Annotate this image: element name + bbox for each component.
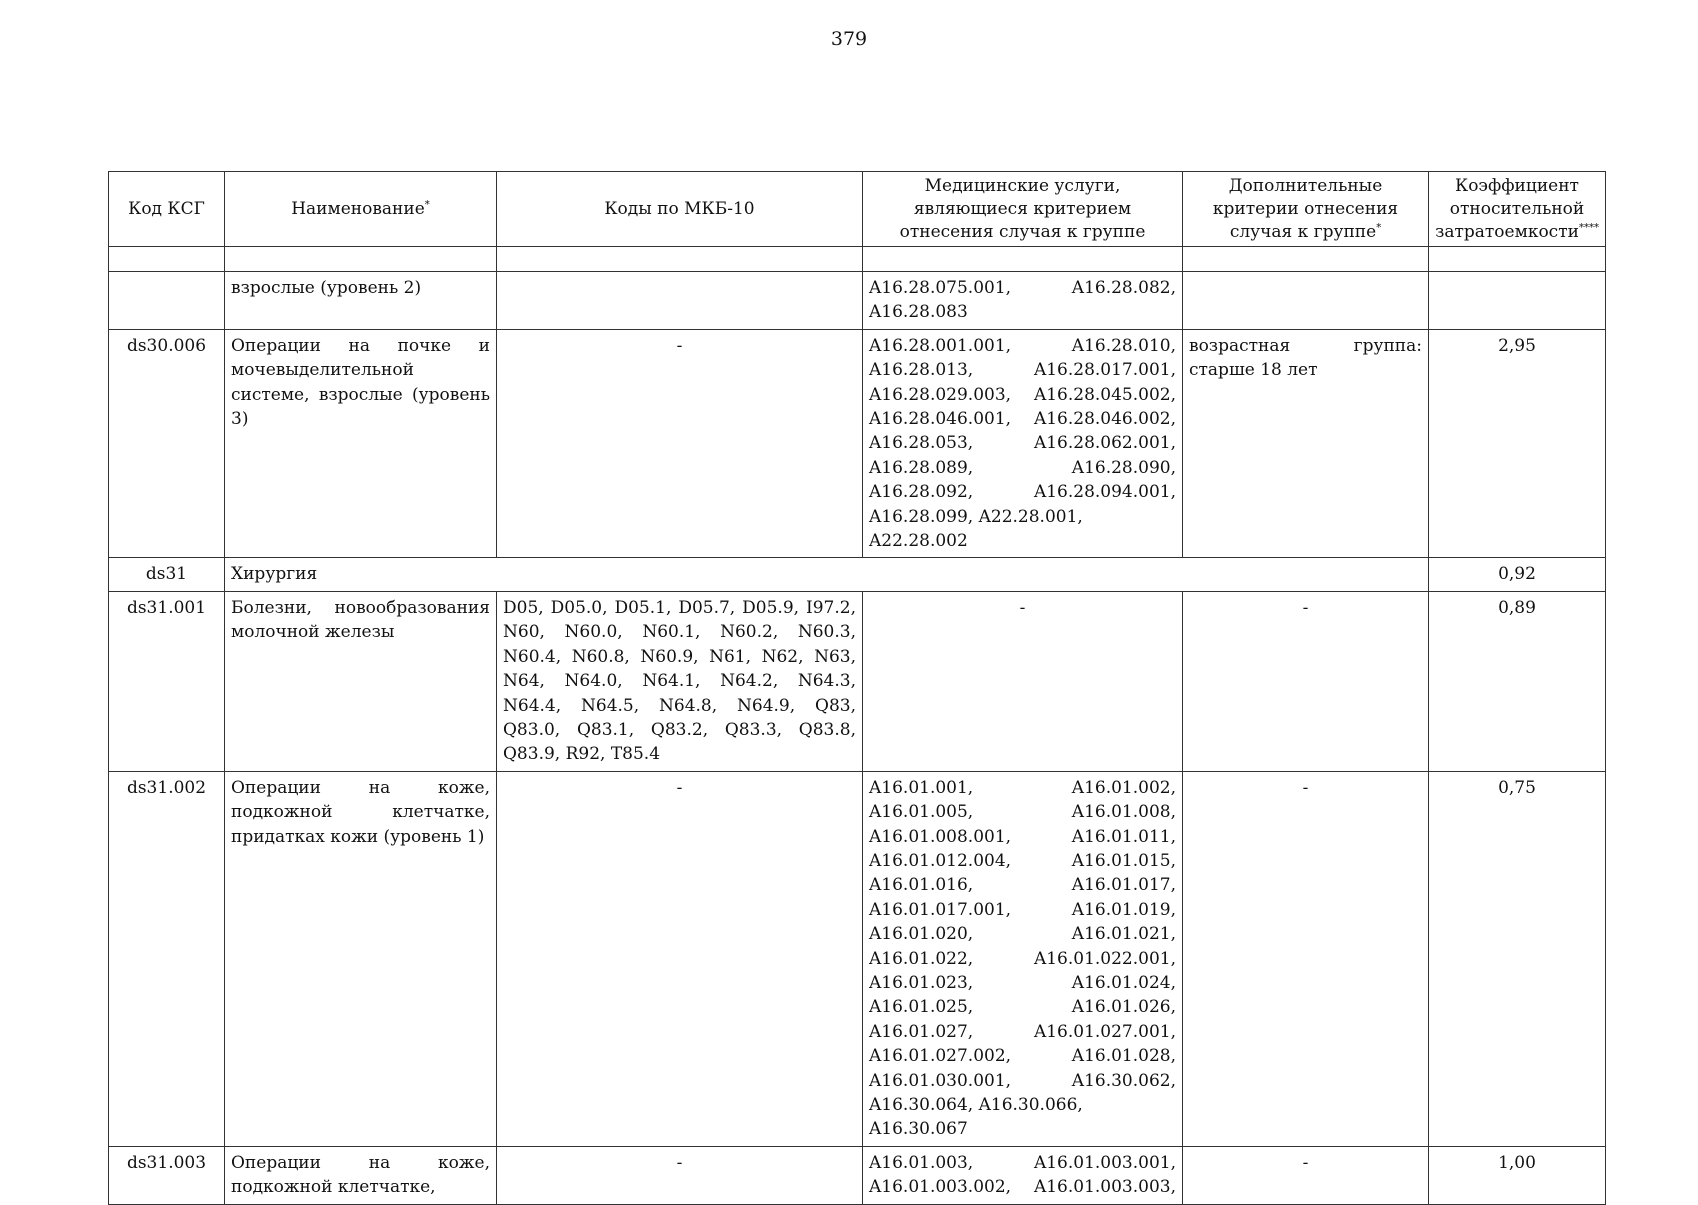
service-code: A16.28.094.001, bbox=[1033, 482, 1176, 503]
service-line bbox=[869, 358, 1176, 382]
cell-name: Болезни, новообразования молочной железы bbox=[225, 591, 497, 771]
service-code: A16.28.062.001, bbox=[1033, 433, 1176, 454]
footnote-mark: * bbox=[424, 198, 430, 210]
service-line bbox=[869, 1175, 1176, 1199]
cell-name: Операции на почке и мочевыделительной системе, взрослые (уровень 3) bbox=[225, 329, 497, 558]
service-line bbox=[869, 898, 1176, 922]
cell-services bbox=[863, 329, 1183, 558]
header-services: Медицинские услуги, являющиеся критерием отнесения случая к группе bbox=[863, 172, 1183, 247]
header-icd: Коды по МКБ-10 bbox=[497, 172, 863, 247]
table-row bbox=[109, 558, 1606, 591]
cell-coef: 0,92 bbox=[1429, 558, 1606, 591]
cell-icd: - bbox=[497, 771, 863, 1146]
cell-code: ds31 bbox=[109, 558, 225, 591]
service-code: A16.01.001, bbox=[869, 777, 974, 798]
header-code: Код КСГ bbox=[109, 172, 225, 247]
cell-icd: D05, D05.0, D05.1, D05.7, D05.9, I97.2, N60, N60.0, N60.1, N60.2, N60.3, N60.4, N60.8, N60.9, N61, N62, N63, N64, N64.0, N64.1, N64.2, N64.3, N64.4, N64.5, N64.8, N64.9, Q83, Q83.0, Q83.1, Q83.2, Q83.3, Q83.8, Q83.9, R92, T85.4 bbox=[497, 591, 863, 771]
service-code: A16.28.029.003, bbox=[869, 384, 1012, 405]
service-code: A16.30.062, bbox=[1071, 1070, 1176, 1091]
cell-services bbox=[863, 771, 1183, 1146]
service-code: A16.28.090, bbox=[1071, 457, 1176, 478]
service-code: A16.28.099, A22.28.001, A22.28.002 bbox=[869, 506, 1083, 552]
cell-name: Хирургия bbox=[225, 558, 1429, 591]
table-row bbox=[109, 329, 1606, 558]
service-code: A16.28.089, bbox=[869, 457, 974, 478]
service-line bbox=[869, 1151, 1176, 1175]
service-code: A16.01.019, bbox=[1071, 899, 1176, 920]
service-line bbox=[869, 1020, 1176, 1044]
service-code: A16.28.046.002, bbox=[1033, 409, 1176, 430]
page-number: 379 bbox=[830, 28, 868, 50]
service-code: A16.01.008.001, bbox=[869, 826, 1012, 847]
cell-criteria: - bbox=[1183, 771, 1429, 1146]
service-line bbox=[869, 825, 1176, 849]
service-code: A16.01.027.001, bbox=[1033, 1021, 1176, 1042]
table-row bbox=[109, 1146, 1606, 1204]
service-line bbox=[869, 873, 1176, 897]
service-code: A16.01.012.004, bbox=[869, 850, 1012, 871]
service-code: A16.01.003.002, bbox=[869, 1177, 1012, 1198]
service-line bbox=[869, 800, 1176, 824]
table-row bbox=[109, 591, 1606, 771]
cell-name: Операции на коже, подкожной клетчатке, bbox=[225, 1146, 497, 1204]
service-code: A16.01.017, bbox=[1071, 875, 1176, 896]
service-code: A16.28.013, bbox=[869, 360, 974, 381]
cell-icd: - bbox=[497, 1146, 863, 1204]
cell-coef: 0,75 bbox=[1429, 771, 1606, 1146]
cell-services bbox=[863, 1146, 1183, 1204]
service-line bbox=[869, 383, 1176, 407]
service-code: A16.28.083 bbox=[869, 302, 968, 323]
table-header-row bbox=[109, 172, 1606, 247]
service-line bbox=[869, 505, 1176, 554]
service-code: A16.01.015, bbox=[1071, 850, 1176, 871]
cell-criteria: возрастная группа: старше 18 лет bbox=[1183, 329, 1429, 558]
cell-code: ds31.001 bbox=[109, 591, 225, 771]
service-code: A16.01.016, bbox=[869, 875, 974, 896]
service-code: A16.01.025, bbox=[869, 997, 974, 1018]
cell-code: ds30.006 bbox=[109, 329, 225, 558]
table-row bbox=[109, 771, 1606, 1146]
cell-icd: - bbox=[497, 329, 863, 558]
service-code: A16.01.008, bbox=[1071, 802, 1176, 823]
service-code: A16.01.011, bbox=[1071, 826, 1176, 847]
service-line bbox=[869, 995, 1176, 1019]
service-line bbox=[869, 334, 1176, 358]
cell-name: Операции на коже, подкожной клетчатке, придатках кожи (уровень 1) bbox=[225, 771, 497, 1146]
header-name: Наименование* bbox=[225, 172, 497, 247]
service-line bbox=[869, 947, 1176, 971]
service-code: A16.01.024, bbox=[1071, 972, 1176, 993]
service-code: A16.28.092, bbox=[869, 482, 974, 503]
footnote-mark: **** bbox=[1578, 221, 1599, 233]
service-code: A16.01.003.001, bbox=[1033, 1152, 1176, 1173]
ksg-table bbox=[108, 171, 1606, 1205]
service-code: A16.01.002, bbox=[1071, 777, 1176, 798]
service-code: A16.01.017.001, bbox=[869, 899, 1012, 920]
service-code: A16.01.023, bbox=[869, 972, 974, 993]
service-line bbox=[869, 971, 1176, 995]
service-line bbox=[869, 1069, 1176, 1093]
service-code: A16.28.082, bbox=[1071, 278, 1176, 298]
service-code: A16.01.021, bbox=[1071, 924, 1176, 945]
service-code: A16.30.064, A16.30.066, A16.30.067 bbox=[869, 1095, 1083, 1140]
cell-criteria: - bbox=[1183, 1146, 1429, 1204]
service-line bbox=[869, 407, 1176, 431]
service-code: A16.01.027.002, bbox=[869, 1046, 1012, 1067]
table-spacer-row bbox=[109, 247, 1606, 272]
service-code: A16.28.045.002, bbox=[1033, 384, 1176, 405]
service-code: A16.28.053, bbox=[869, 433, 974, 454]
service-code: A16.01.027, bbox=[869, 1021, 974, 1042]
cell-name: взрослые (уровень 2) bbox=[225, 272, 497, 330]
table-row bbox=[109, 272, 1606, 330]
service-code: A16.01.003, bbox=[869, 1152, 974, 1173]
service-code: A16.01.003.003, bbox=[1033, 1177, 1176, 1198]
cell-code bbox=[109, 272, 225, 330]
service-line bbox=[869, 480, 1176, 504]
service-code: A16.28.075.001, bbox=[869, 278, 1012, 298]
footnote-mark: * bbox=[1376, 221, 1382, 233]
header-coef: Коэффициент относительной затратоемкости**** bbox=[1429, 172, 1606, 247]
service-code: A16.28.001.001, bbox=[869, 335, 1012, 356]
service-line bbox=[869, 276, 1176, 300]
service-code: A16.01.005, bbox=[869, 802, 974, 823]
service-line bbox=[869, 1093, 1176, 1142]
service-code: A16.01.028, bbox=[1071, 1046, 1176, 1067]
service-code: A16.01.022.001, bbox=[1033, 948, 1176, 969]
cell-code: ds31.002 bbox=[109, 771, 225, 1146]
cell-services: - bbox=[863, 591, 1183, 771]
service-code: A16.01.030.001, bbox=[869, 1070, 1012, 1091]
cell-services bbox=[863, 272, 1183, 330]
cell-coef: 2,95 bbox=[1429, 329, 1606, 558]
cell-criteria: - bbox=[1183, 591, 1429, 771]
cell-code: ds31.003 bbox=[109, 1146, 225, 1204]
service-code: A16.28.046.001, bbox=[869, 409, 1012, 430]
service-line bbox=[869, 456, 1176, 480]
service-line bbox=[869, 849, 1176, 873]
service-line bbox=[869, 1044, 1176, 1068]
service-line bbox=[869, 922, 1176, 946]
service-code: A16.01.020, bbox=[869, 924, 974, 945]
service-code: A16.28.017.001, bbox=[1033, 360, 1176, 381]
header-criteria: Дополнительные критерии отнесения случая к группе* bbox=[1183, 172, 1429, 247]
cell-coef: 0,89 bbox=[1429, 591, 1606, 771]
service-code: A16.01.022, bbox=[869, 948, 974, 969]
service-line bbox=[869, 431, 1176, 455]
service-code: A16.01.026, bbox=[1071, 997, 1176, 1018]
cell-coef bbox=[1429, 272, 1606, 330]
service-line bbox=[869, 776, 1176, 800]
cell-criteria bbox=[1183, 272, 1429, 330]
service-line bbox=[869, 300, 1176, 324]
service-code: A16.28.010, bbox=[1071, 335, 1176, 356]
cell-coef: 1,00 bbox=[1429, 1146, 1606, 1204]
cell-icd bbox=[497, 272, 863, 330]
